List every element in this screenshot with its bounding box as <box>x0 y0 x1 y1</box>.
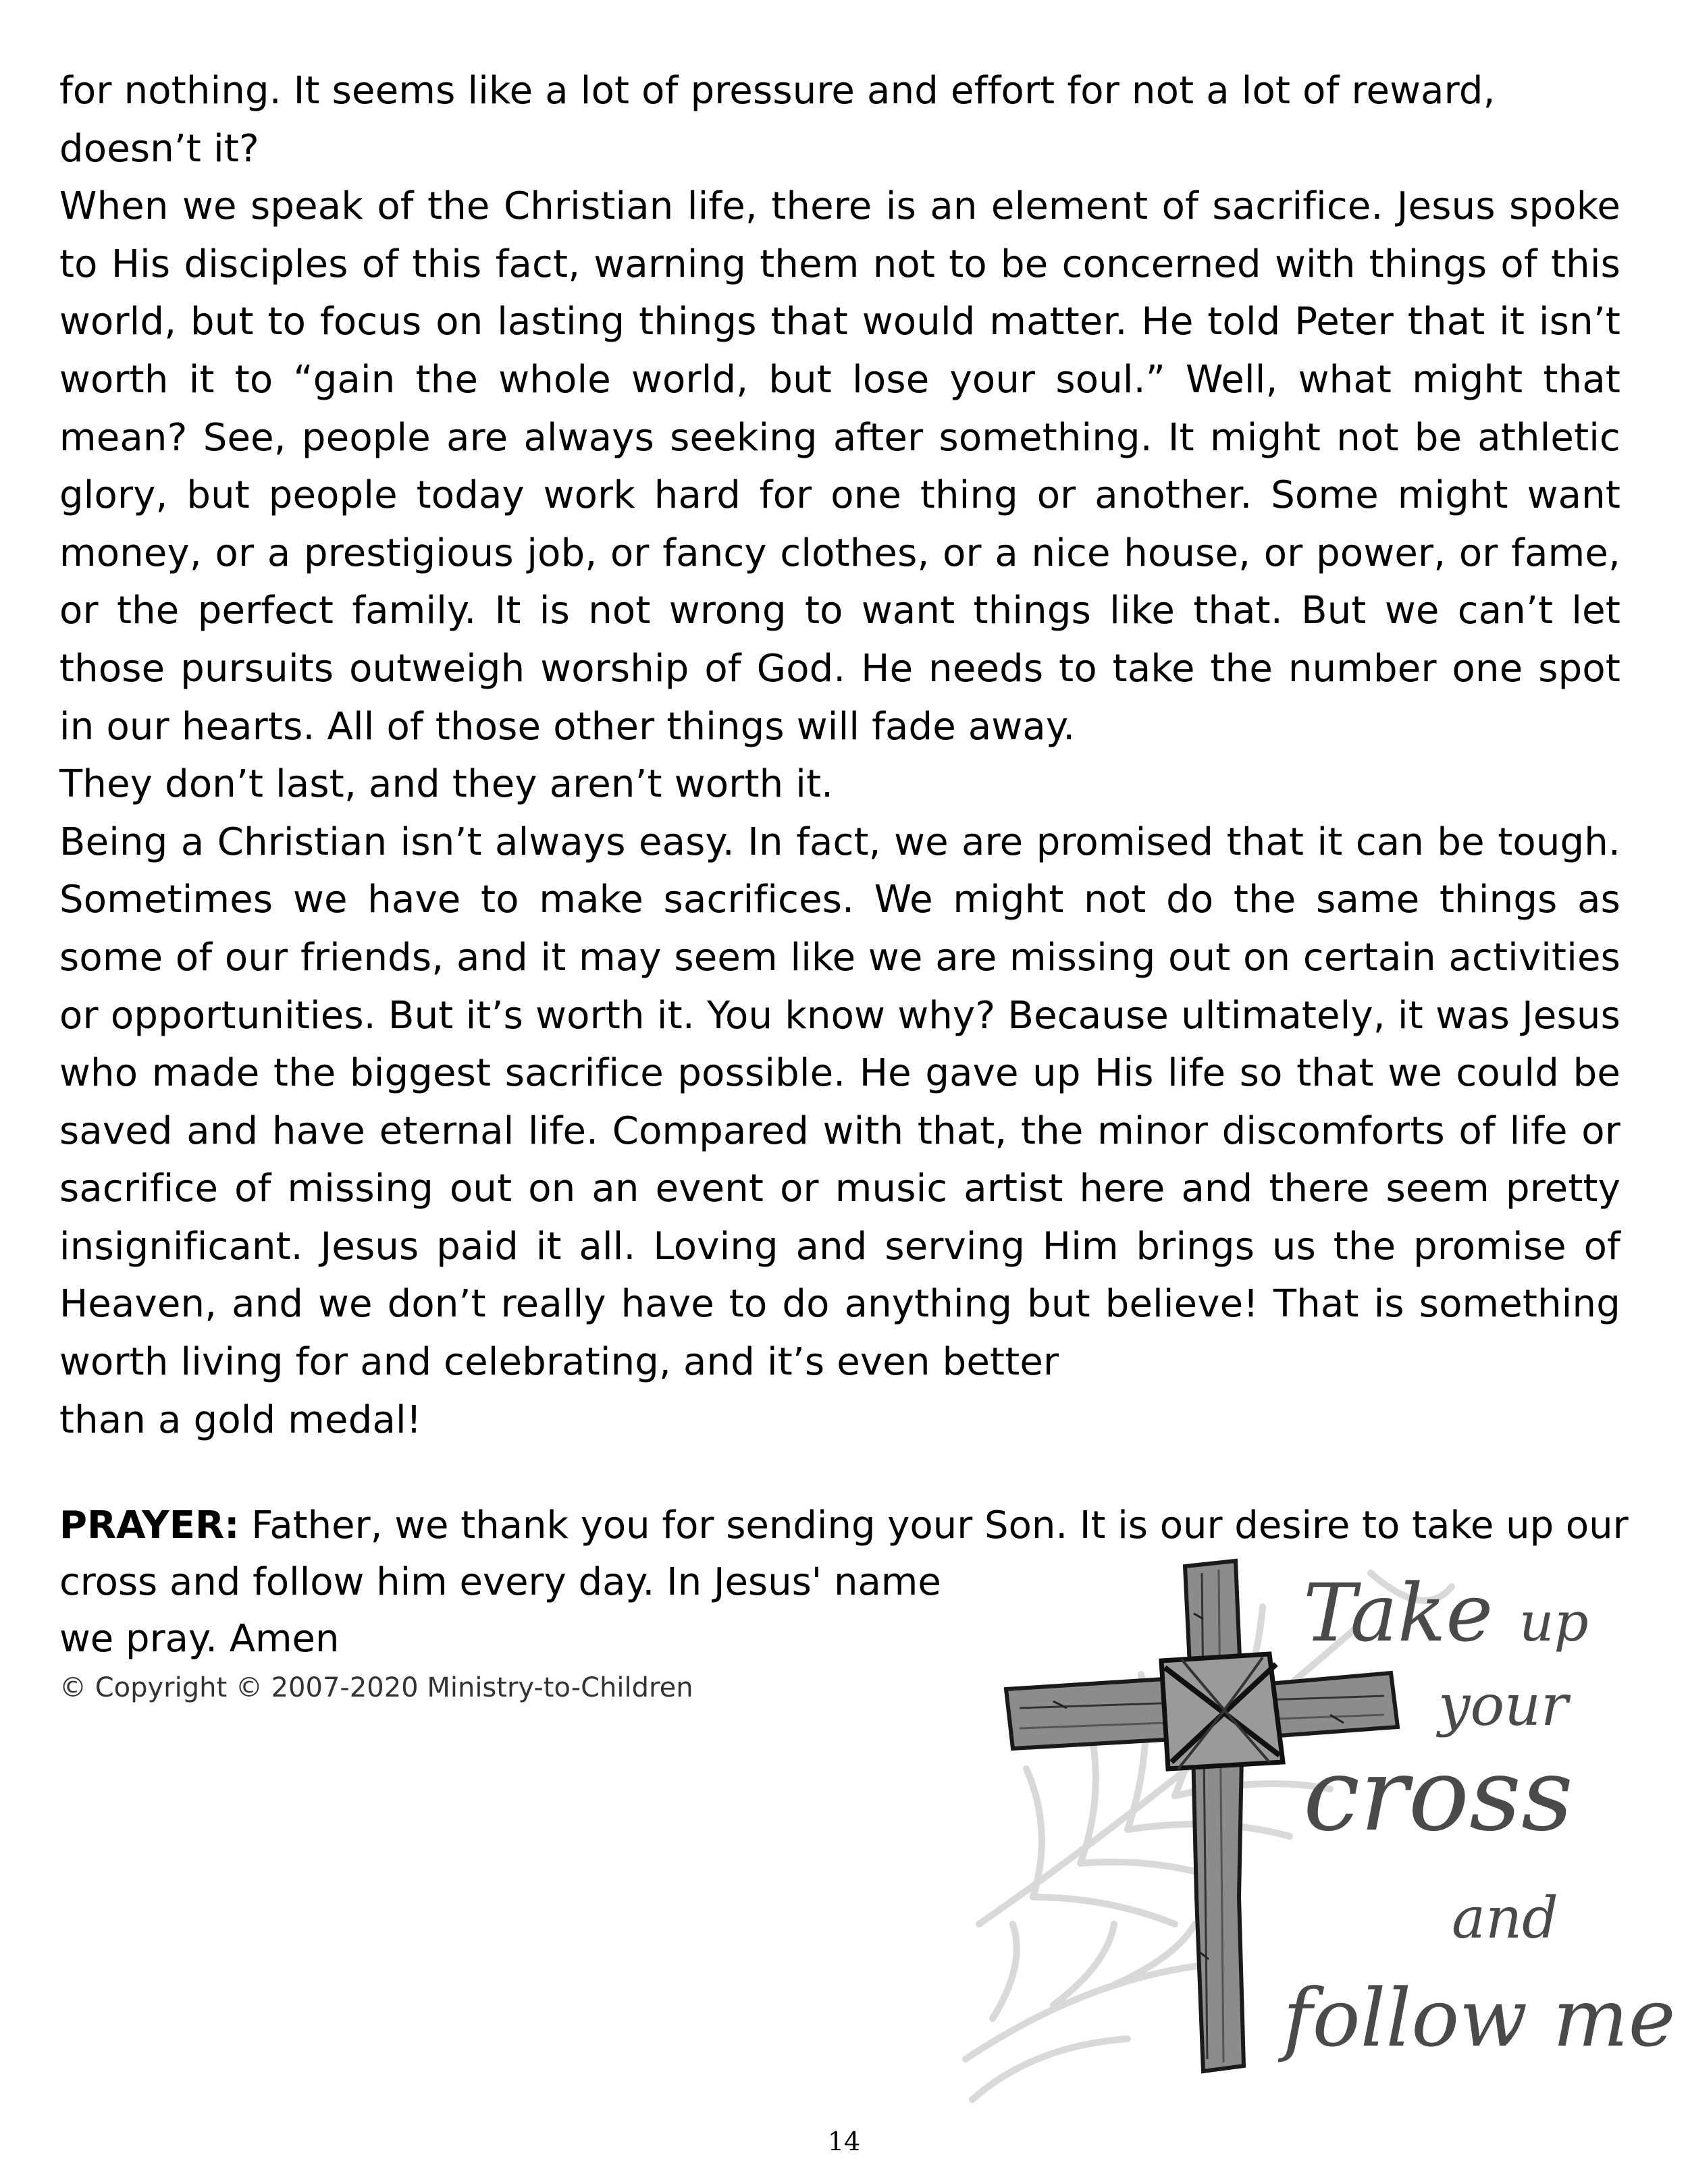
paragraph-2-last-line: They don’t last, and they aren’t worth it. <box>59 762 834 807</box>
copyright-notice: © Copyright © 2007-2020 Ministry-to-Children <box>59 1672 693 1703</box>
paragraph-1-text: for nothing. It seems like a lot of pressure and effort for not a lot of reward, <box>59 69 1496 113</box>
paragraph-1-last-line: doesn’t it? <box>59 126 259 171</box>
paragraph-3 <box>59 814 1620 1449</box>
motto-line-cross: cross <box>1303 1736 1573 1854</box>
prayer-text-1: Father, we thank you for sending your Son. It is our desire to take up our <box>251 1503 1629 1547</box>
prayer-line-2: cross and follow him every day. In Jesus' name <box>59 1560 941 1604</box>
motto-line-and: and <box>1452 1885 1558 1951</box>
body-text <box>59 62 1620 1449</box>
paragraph-3-text: Being a Christian isn’t always easy. In fact, we are promised that it can be tough. Sometimes we have to make sacrifices. We might not do the same things as some of our friends, and it may seem like we are missing out on certain activities or opportunities. But it’s worth it. You know why? Because ultimately, it was Jesus who made the biggest sacrifice possible. He gave up His life so that we could be saved and have eternal life. Compared with that, the minor discomforts of life or sacrifice of missing out on an event or music artist here and there seem pretty insignificant. Jesus paid it all. Loving and serving Him brings us the promise of Heaven, and we don’t really have to do anything but believe! That is something worth living for and celebrating, and it’s even better <box>59 820 1620 1385</box>
cross-illustration <box>952 1546 1676 2106</box>
motto-line-up: up <box>1519 1591 1589 1653</box>
paragraph-2 <box>59 178 1620 814</box>
prayer-label: PRAYER: <box>59 1503 240 1547</box>
paragraph-1 <box>59 62 1620 178</box>
paragraph-2-text: When we speak of the Christian life, there is an element of sacrifice. Jesus spoke to His disciples of this fact, warning them not to be concerned with things of this world, but to focus on lasting things that would matter. He told Peter that it isn’t worth it to “gain the whole world, but lose your soul.” Well, what might that mean? See, people are always seeking after something. It might not be athletic glory, but people today work hard for one thing or another. Some might want money, or a prestigious job, or fancy clothes, or a nice house, or power, or fame, or the perfect family. It is not wrong to want things like that. But we can’t let those pursuits outweigh worship of God. He needs to take the number one spot in our hearts. All of those other things will fade away. <box>59 184 1620 749</box>
motto-line-follow-me: follow me <box>1283 1971 1676 2065</box>
cross-illustration-svg <box>952 1546 1676 2106</box>
paragraph-3-last-line: than a gold medal! <box>59 1397 422 1442</box>
prayer-line-3: we pray. Amen <box>59 1617 340 1661</box>
page-number: 14 <box>827 2127 861 2156</box>
motto-line-take: Take <box>1303 1566 1494 1659</box>
motto-line-your: your <box>1438 1672 1568 1738</box>
